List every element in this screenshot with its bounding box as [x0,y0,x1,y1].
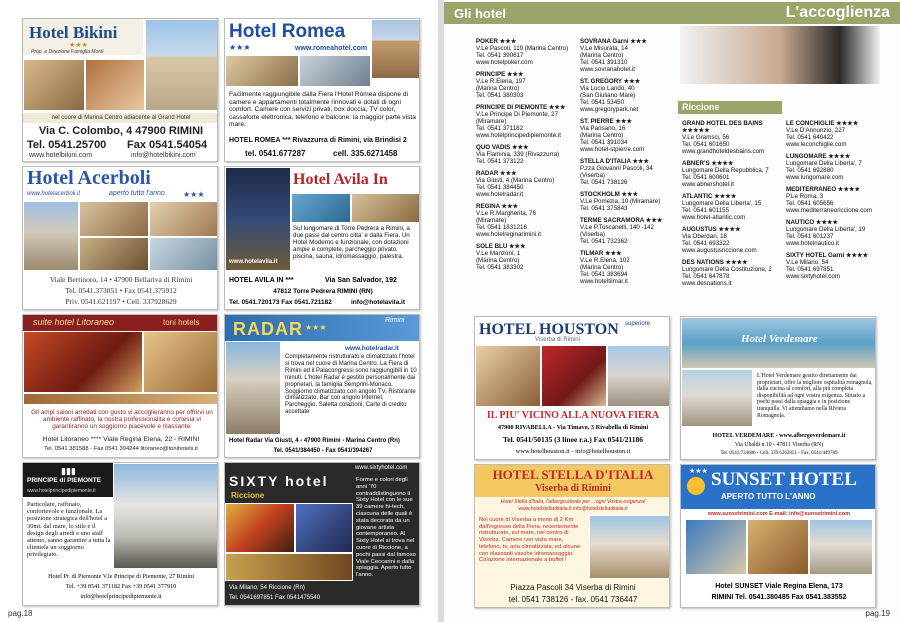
hotel-listing-name: SIXTY HOTEL Garni ★★★★ [786,252,869,259]
bikini-stars: ★★★ [69,42,88,49]
hotel-listing-detail: (Viserba) [580,172,605,179]
hotel-listing [476,71,576,99]
piemonte-footer2: Tel. +39 0541 371182 Fax +39 0541 377910 [65,583,177,590]
hotel-listing-detail: (Miramare) [476,118,507,125]
hotel-listing-detail: V.Le Manzoni, 1 [476,250,521,257]
hotel-listing-detail: P.zza Giovanni Pascoli, 34 [580,165,653,172]
avila-footer1b: Via San Salvador, 192 [325,277,397,284]
romea-logo: Hotel Romea [229,21,346,42]
hotel-listing-detail: Tel. 0541 375843 [580,205,628,212]
hotel-listing-detail: Tel. 0541 390617 [476,52,524,59]
piemonte-footer1: Hotel Pr. di Piemonte V.le Principe di Piemonte, 27 Rimini [48,573,194,580]
acerboli-web[interactable]: www.hotelacerboli.it [27,191,81,197]
stella-logo: HOTEL STELLA D'ITALIA [492,467,654,482]
hotel-listing-detail[interactable]: www.grandhoteldesbains.com [682,148,765,155]
hotel-list-column-2 [580,38,678,290]
hotel-listing-detail[interactable]: www.desnations.it [682,280,732,287]
acerboli-photo-dining [149,201,218,237]
hotel-listing-name: QUO VADIS ★★★ [476,144,529,151]
hotel-list-column-4 [786,120,890,285]
hotel-listing-detail[interactable]: www.sovranahotel.it [580,66,636,73]
hotel-listing [580,118,678,153]
hotel-listing [786,153,890,181]
litoraneo-photo-lounge [23,331,143,393]
hotel-listing-name: STELLA D'ITALIA ★★★ [580,158,650,165]
hotel-listing-detail: Tel. 0541 383694 [580,271,628,278]
hotel-listing-detail: V.Le Milano, 54 [786,259,829,266]
avila-web[interactable]: www.hotelavila.it [229,259,278,265]
radar-description: Completamente ristrutturato e climatizzato l'hotel si trova nel cuore di Marina Centro. La Fiera di Rimini ed il Palacongressi sono raggiungibili in 10 minuti. L'hotel Radar è gestito personalmente dai proprietari, la famiglia Semprini-Monaco. Soggiorno climatizzato con angolo TV, Ristorante climatizzato, Bar con angolo Internet, Parcheggio, Saletta colazioni, Carte di credito accettate [285,354,417,416]
hotel-listing-detail: Via Parisano, 16 [580,125,626,132]
hotel-list-column-3 [682,120,790,292]
section-header-accoglienza: L'accoglienza [658,2,900,24]
hotel-listing-name: RADAR ★★★ [476,170,517,177]
hotel-listing-detail: Tel. 0541 697851 [786,266,834,273]
hotel-listing-detail: Lungomare Della Liberta', 15 [682,200,762,207]
hotel-listing-name: ABNER'S ★★★★ [682,160,734,167]
hotel-listing-detail: V.Le Gramsci, 56 [682,134,730,141]
radar-stars: ★★★ [305,323,327,332]
acerboli-photo-bath [149,237,218,271]
hotel-listing-name: SOLE BLU ★★★ [476,243,526,250]
hotel-listing-detail: Tel. 0541 380303 [476,92,524,99]
hotel-listing-name: ST. GREGORY ★★★ [580,78,641,85]
ad-hotel-principe-piemonte[interactable] [22,462,218,606]
verdemare-description: L'Hotel Verdemare gestito direttamente dai proprietari, offre la migliore ospitalità romagnola, dalla cucina al comfort, alla più completa disponibilità ad ogni vostra esigenza. Situato a pochi passi dalla spiaggia e in posizione tranquilla. Vi attendiamo nella Riviera Romagnola. [757,373,873,419]
hotel-listing [580,217,678,245]
ad-hotel-houston[interactable] [474,316,670,460]
hotel-listing [682,259,790,287]
hotel-listing-detail: V.Le Misurata, 14 [580,45,628,52]
houston-stars: superiore [625,321,651,327]
bikini-photo-building [145,19,218,111]
page-number-right: pag.19 [865,609,890,618]
ad-hotel-romea[interactable] [224,18,420,162]
piemonte-photo-building [113,463,218,569]
stella-info: Hotel Stella d'Italia, l'albergo ideale per ...ogni Vostra esigenza! [500,499,646,505]
hotel-listing-detail: V.Le Principe Di Piemonte, 27 [476,111,558,118]
acerboli-stars: ★★★ [183,190,205,199]
avila-footer1: HOTEL AVILA IN *** [229,277,294,284]
hotel-listing-detail: Tel. 0541 371182 [476,125,524,132]
hotel-listing [786,120,890,148]
sunset-footer1: Hotel SUNSET Viale Regina Elena, 173 [715,583,843,590]
piemonte-footer3[interactable]: info@hotelprincipedipiemonte.it [80,593,162,600]
hotel-listing-name: NAUTICO ★★★★ [786,219,839,226]
romea-stars: ★★★ [229,43,251,52]
avila-footer2: 47812 Torre Pedrera RIMINI (RN) [273,288,373,295]
romea-web[interactable]: www.romeahotel.com [295,45,368,52]
piemonte-web[interactable]: www.hotelprincipedipiemonte.it [27,488,96,494]
hotel-listing-detail: Via Flaminia, 339 (Rivazzurra) [476,151,560,158]
hotel-listing-detail: Lungomare Della Costituzione, 2 [682,266,772,273]
sunset-photo-hall [747,519,809,575]
acerboli-logo: Hotel Acerboli [27,167,151,189]
hotel-listing-detail[interactable]: www.hotelnautico.it [786,240,839,247]
romea-tel: tel. 0541.677287 [245,149,306,158]
hotel-listing-detail: Tel. 0541 391310 [580,59,628,66]
hotel-listing-detail: Tel. 0541 732362 [580,238,628,245]
hotel-listing [476,203,576,238]
hotel-list-column-1 [476,38,576,276]
hotel-listing-detail: Tel. 0541 605656 [786,200,834,207]
hotel-listing-detail[interactable]: www.lungomare.com [786,174,844,181]
hotel-listing-detail: Tel. 0541 383302 [476,264,524,271]
hotel-listing-detail: Tel. 0541 384450 [476,184,524,191]
hotel-listing-detail: Via Lucio Lando, 40 [580,85,635,92]
sunset-photo-building [809,519,873,575]
hotel-listing-name: PRINCIPE DI PIEMONTE ★★★ [476,104,566,111]
avila-photo-room [351,193,420,223]
hotel-listing-detail: Tel. 0541 601155 [682,207,730,214]
hotel-listing-detail[interactable]: www.hotelpoker.com [476,59,533,66]
acerboli-tel: Tel. 0541.373051 • Fax 0541.375912 [65,286,177,295]
sixty-footer1: Via Milano, 54 Riccione (Rn) [229,585,305,591]
avila-footer3: Tel. 0541.720173 Fax 0541.721182 [229,299,332,306]
sixty-photo-room [225,503,295,553]
radar-tag: Rimini [385,317,405,324]
radar-web[interactable]: www.hotelradar.it [345,345,399,352]
hotel-listing [682,226,790,254]
radar-photo-building [225,341,281,435]
hotel-listing-detail: Tel. 0541 693322 [682,240,730,247]
hotel-listing-detail: Tel. 0541 601237 [786,233,834,240]
houston-photo-room [541,345,607,407]
ad-hotel-sixty[interactable] [224,462,420,606]
hotel-listing-detail: Tel. 0541 391034 [580,139,628,146]
hotel-listing [476,170,576,198]
hotel-listing [476,104,576,139]
hotel-listing-detail: V.Le R.Margherita, 76 [476,210,536,217]
hotel-listing-detail: Lungomare Della Repubblica, 7 [682,167,769,174]
verdemare-logo: Hotel Verdemare [741,333,818,345]
hotel-listing-name: AUGUSTUS ★★★★ [682,226,741,233]
stella-footer1: Piazza Pascoli 34 Viserba di Rimini [510,583,636,592]
houston-photo-building [607,345,670,407]
hotel-listing-name: GRAND HOTEL DES BAINS ★★★★★ [682,120,763,134]
hotel-listing-detail: Tel. 0541 600601 [682,174,730,181]
hotel-listing-detail[interactable]: www.gregorypark.net [580,106,639,113]
romea-photo-room [225,55,299,87]
hotel-listing-detail: Via Oberdan, 18 [682,233,727,240]
acerboli-open: aperto tutto l'anno [109,190,165,197]
romea-cell: cell. 335.6271458 [333,149,398,158]
acerboli-photo-building [23,201,79,271]
hotel-listing-detail: Lungomare Della Liberta', 7 [786,160,862,167]
hotel-listing-detail[interactable]: www.mediterraneoriccione.com [786,207,872,214]
verdemare-footer3: Tel. 0541/734606 - Cell. 339.6362851 - Fax. 0541/449789 [720,451,838,456]
ad-hotel-acerboli[interactable] [22,166,218,310]
hotel-listing-detail: V.Le Pomezia, 10 (Miramare) [580,198,661,205]
verdemare-photo-building [681,369,753,427]
hotel-listing [580,38,678,73]
riccione-label: Riccione [678,101,782,114]
houston-slogan: IL PIU' VICINO ALLA NUOVA FIERA [486,410,660,421]
romea-description: Facilmente raggiungibile dalla Fiera l'Hotel Romea dispone di camere e appartamenti totalmente rinnovati e dotati di ogni comfort. Camere con servizi privati, box doccia, TV color, cassaforte elettronica, telefono e balcone: la maggior parte vista mare. [229,91,416,129]
acerboli-photo-lounge [79,237,149,271]
houston-sub: Viserba di Rimini [535,337,580,343]
sixty-description: Forme e colori degli anni '70 contraddistinguono il Sixty Hotel con le sue 39 camere hi-tech, ciascuna delle quali è stata decorata da un giovane artista contemporaneo. Al Sixty Hotel si trova nel cuore di Riccione, a pochi passi dal famoso Viale Ceccarini e dalla spiaggia. Aperto tutto l'anno. [356,477,416,579]
hotel-listing-detail: Tel. 0541 53450 [580,99,625,106]
bikini-photo-room [23,59,85,111]
hotel-listing-detail: (Marina Centro) [476,257,520,264]
hotel-listing-detail: (Marina Centro) [580,52,624,59]
hotel-listing [682,160,790,188]
bikini-email[interactable]: info@hotelbikini.com [131,152,196,159]
bikini-address: Via C. Colombo, 4 47900 RIMINI [38,125,204,137]
bikini-owner: Prop. e Direzione Famiglia Monti [31,49,104,55]
radar-logo: RADAR [233,319,303,339]
bikini-fax: Fax 0541.54054 [127,139,208,151]
bikini-logo: Hotel Bikini [29,23,118,42]
avila-footer3b[interactable]: info@hotelavila.it [351,299,406,306]
hotel-listing [786,252,890,280]
romea-footer: HOTEL ROMEA *** Rivazzurra di Rimini, via Brindisi 2 [229,137,407,144]
hotel-listing-name: STOCKHOLM ★★★ [580,191,639,198]
stella-footer2: tel. 0541 738126 - fax. 0541 736447 [508,595,638,604]
hotel-listing-name: LE CONCHIGLIE ★★★★ [786,120,859,127]
radar-footer1: Hotel Radar Via Giusti, 4 - 47900 Rimini - Marina Centro (Rn) [229,438,400,444]
hotel-listing-name: TILMAR ★★★ [580,250,622,257]
hotel-listing-name: PRINCIPE ★★★ [476,71,524,78]
hotel-listing-detail[interactable]: www.hotelradar.it [476,191,524,198]
litoraneo-logo: suite hotel Litoraneo [33,317,115,327]
hotel-listing-detail[interactable]: www.hotel-stpierre.com [580,146,645,153]
hotel-listing-detail: (Marina Centro) [580,264,624,271]
hotel-listing [682,193,790,221]
acerboli-address: Viale Bertinoro, 14 • 47900 Bellariva di Rimini [49,275,193,284]
hotel-listing-detail[interactable]: www.hoteltilmar.it [580,278,628,285]
stella-photo-building [589,515,670,579]
sunset-footer2: RIMINI Tel. 0541.380485 Fax 0541.383552 [711,594,847,601]
houston-logo: HOTEL HOUSTON [479,321,619,338]
sunset-logo: SUNSET HOTEL [711,469,857,490]
ad-hotel-avila[interactable] [224,166,420,310]
ad-hotel-radar[interactable] [224,314,420,458]
litoraneo-description: Gli ampi saloni arredati con gusto vi accoglieranno per offrirvi un ambiente raffinato, la nostra professionalita e cortesia vi garantiranno un soggiorno piacevole e rilassante. [31,409,213,431]
bikini-web[interactable]: www.hotelbikini.com [29,152,93,159]
hotel-listing-detail: Tel. 0541 640422 [786,134,834,141]
stella-web[interactable]: www.hotelstelladitalia.it info@hotelstelladitalia.it [518,506,628,512]
ad-hotel-verdemare[interactable] [680,316,876,460]
hotel-listing-detail[interactable]: www.hotel-atlantic.com [682,214,746,221]
piemonte-logo: PRINCIPE di PIEMONTE [27,477,102,484]
hotel-listing-detail: Tel. 0541 738126 [580,179,628,186]
hotel-listing [476,144,576,165]
bikini-banner: nel cuore di Marina Centro adiacente al Grand Hotel [23,113,218,123]
hotel-listing-detail: Tel. 0541 373122 [476,158,524,165]
acerboli-priv: Priv. 0541.621197 • Cell. 337928629 [65,297,177,306]
ad-hotel-bikini[interactable] [22,18,218,162]
hotel-listing-detail[interactable]: www.abnershotel.it [682,181,734,188]
hotel-listing-detail: Tel. 0541 692880 [786,167,834,174]
hotel-listing [580,158,678,186]
hotel-listing [580,191,678,212]
verdemare-footer1: HOTEL VERDEMARE - www.albergoverdemare.it [712,433,846,439]
hotel-listing-detail: Tel. 0541 647878 [682,273,730,280]
litoraneo-footer1: Hotel Litoraneo **** Viale Regina Elena, 22 - RIMINI [42,436,200,443]
houston-footer2: Tel. 0541/50135 (3 linee r.a.) Fax 0541/21186 [502,435,644,444]
hotel-listing [786,186,890,214]
houston-footer3[interactable]: www.hotelhouston.it - info@hotelhouston.it [515,448,631,455]
sixty-photo-bar [295,503,353,553]
avila-logo: Hotel Avila In [293,171,388,188]
ad-hotel-stella-italia[interactable] [474,464,670,608]
right-page [444,0,900,622]
hotel-listing-name: LUNGOMARE ★★★★ [786,153,851,160]
page-number-left: pag.18 [8,609,33,618]
sixty-logo: SIXTY hotel [229,473,329,489]
stella-sub: Viserba di Rimini [535,483,611,494]
hotel-listing-name: POKER ★★★ [476,38,517,45]
hotel-listing-detail: V.Le D'Annunzio, 227 [786,127,846,134]
hotel-listing-detail[interactable]: www.hotelprincipedipiemonte.it [476,132,561,139]
bikini-photo-lobby [85,59,145,111]
hotel-listing [580,78,678,113]
hotel-listing-name: TERME SACRAMORA ★★★ [580,217,663,224]
hotel-listing-detail: (Miramare) [476,217,507,224]
litoraneo-photo-reception [23,393,218,405]
hotel-listing-detail: (San Giuliano Mare) [580,92,636,99]
sixty-city: Riccione [231,491,265,500]
avila-photo-pool [291,193,351,223]
piemonte-logo-icon: ▮▮▮ [61,466,76,476]
hotel-listing [476,243,576,271]
ad-hotel-litoraneo[interactable] [22,314,218,458]
hotel-listing-name: ATLANTIC ★★★★ [682,193,737,200]
sixty-web[interactable]: www.sixtyhotel.com [355,465,408,471]
hotel-listing-detail: V.Le P.Toscanelli, 140 -142 [580,224,654,231]
hotel-listing [682,120,790,155]
avila-description: Sul lungomare di Torre Pedrera a Rimini, a due passi dal centro citta' e dalla Fiera. Un Hotel Moderno e funzionale, con dotazioni ampie e complete, parcheggio privato, piscina, sauna, idromassaggio, palestra. [293,225,410,260]
hotel-listing-detail[interactable]: www.leconchiglie.com [786,141,847,148]
stella-description: Nel cuore di Viserba a meno di 2 Km dall'ingresso della Fiera, recentemente ristrutturato, sul mare, nel centro di Viserba. Camere con vista mare, telefono, tv, aria climatizzata, ed alcune con rilassanti vasche idromassaggio. Colazione internazionale a buffet ! [479,517,581,564]
hotel-listing-detail: (Marina Centro) [580,132,624,139]
section-header-hotels: Gli hotel [444,2,658,24]
hotel-listing-detail[interactable]: www.sixtyhotel.com [786,273,840,280]
hotel-listing-name: REGINA ★★★ [476,203,519,210]
houston-photo-lounge [475,345,541,407]
verdemare-footer2: Via Ubaldi n.10 - 47811 Viserba (RN) [734,442,824,448]
ad-hotel-sunset[interactable] [680,464,876,608]
hotel-listing-detail: Tel. 0541 1831216 [476,224,527,231]
litoraneo-footer2: Tel. 0541 381588 - Fax 0541 394244 litoraneo@tonihotels.it [44,446,198,452]
hotel-listing-detail: (Marina Centro) [476,85,520,92]
hotel-listing-detail[interactable]: www.augustusriccione.com [682,247,757,254]
sixty-photo-lounge [225,553,353,581]
sunset-stars: ★★★ [689,468,708,475]
radar-footer2: Tel. 0541/384450 - Fax 0541/394267 [273,448,373,454]
acerboli-photo-room [79,201,149,237]
hotel-listing-detail: Lungomare Della Liberta', 19 [786,226,866,233]
hotel-listing-detail[interactable]: www.hotelreginarimini.it [476,231,541,238]
litoraneo-photo-hall [143,331,218,393]
hotel-listing [580,250,678,285]
piemonte-description: Particolare, raffinato, confortevole e funzionale. La posizione strategica dell'hotel a 30mt. dal mare, lo stile e il design degli arredi e uno staff attento, sanno garantire a tutta la clientela un soggiorno privilegiato. [27,501,111,559]
sunset-web[interactable]: www.sunsetrimini.com E-mail: info@sunsetrimini.com [707,511,851,517]
hotel-listing-detail: V.Le R.Elena, 197 [476,78,526,85]
hotel-listing-detail: Tel. 0541 601650 [682,141,730,148]
left-page [0,0,438,622]
romea-photo-bath [299,55,371,87]
sunset-logo-icon [687,477,705,495]
hotel-listing [786,219,890,247]
hotel-listing-detail: (Viserba) [580,231,605,238]
hotel-listing-name: SOVRANA Garni ★★★ [580,38,647,45]
hotel-listing-name: DES NATIONS ★★★★ [682,259,748,266]
hotel-listing-detail: V.Le Pascoli, 119 (Marina Centro) [476,45,569,52]
hotel-listing [476,38,576,66]
litoraneo-brand: toni hotels [163,318,200,327]
sunset-open: APERTO TUTTO L'ANNO [721,492,816,501]
header-photo-receptionist [680,26,880,84]
hotel-listing-name: ST. PIERRE ★★★ [580,118,633,125]
hotel-listing-detail: P.Le Roma, 3 [786,193,824,200]
sixty-footer2: Tel. 0541697851 Fax 0541475540 [229,595,321,601]
bikini-tel: Tel. 0541.25700 [27,139,107,151]
romea-photo-building [371,19,420,79]
hotel-listing-name: MEDITERRANEO ★★★★ [786,186,861,193]
sunset-photo-room [685,519,747,575]
hotel-listing-detail: Via Giusti, 4 (Marina Centro) [476,177,555,184]
hotel-listing-detail: V.Le R.Elena, 102 [580,257,630,264]
avila-photo-night [225,167,291,271]
houston-footer1: 47900 RIVABELLA - Via Timavo, 3 Rivabella di Rimini [497,424,649,431]
